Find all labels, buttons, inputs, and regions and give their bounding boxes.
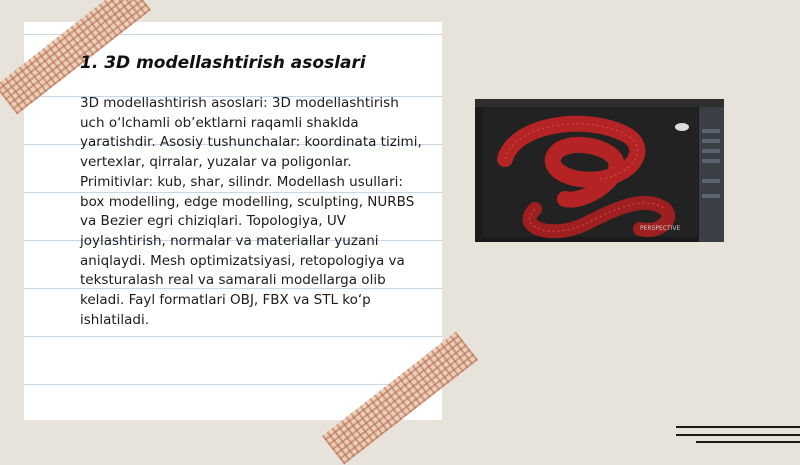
command-panel	[699, 107, 724, 242]
decorative-line	[676, 426, 800, 428]
decorative-line	[676, 434, 800, 436]
3d-viewport-illustration	[475, 99, 724, 242]
slide-body-text: 3D modellashtirish asoslari: 3D modellashtirish uch o‘lchamli ob’ektlarni raqamli shaklda yaratishdir. Asosiy tushunchalar: koordinata tizimi, vertexlar, qirralar, yuzalar va poligonlar. Primitivlar: kub, shar, silindr. Modellash usullari: box modelling, edge modelling, sculpting, NURBS va Bezier egri chiziqlari. Topologiya, UV joylashtirish, normalar va materiallar yuzani aniqlaydi. Mesh optimizatsiyasi, retopologiya va teksturalash real va samarali modellarga olib keladi. Fayl formatlari OBJ, FBX va STL ko‘p ishlatiladi.	[80, 95, 422, 328]
decorative-line	[696, 441, 800, 443]
decorative-lines	[676, 424, 800, 444]
viewcube-icon	[675, 123, 689, 131]
viewport-toolbar	[475, 99, 724, 107]
slide-title: 1. 3D modellashtirish asoslari	[80, 53, 366, 73]
viewport-label: PERSPECTIVE	[640, 225, 681, 232]
3d-model-screenshot	[475, 99, 724, 242]
